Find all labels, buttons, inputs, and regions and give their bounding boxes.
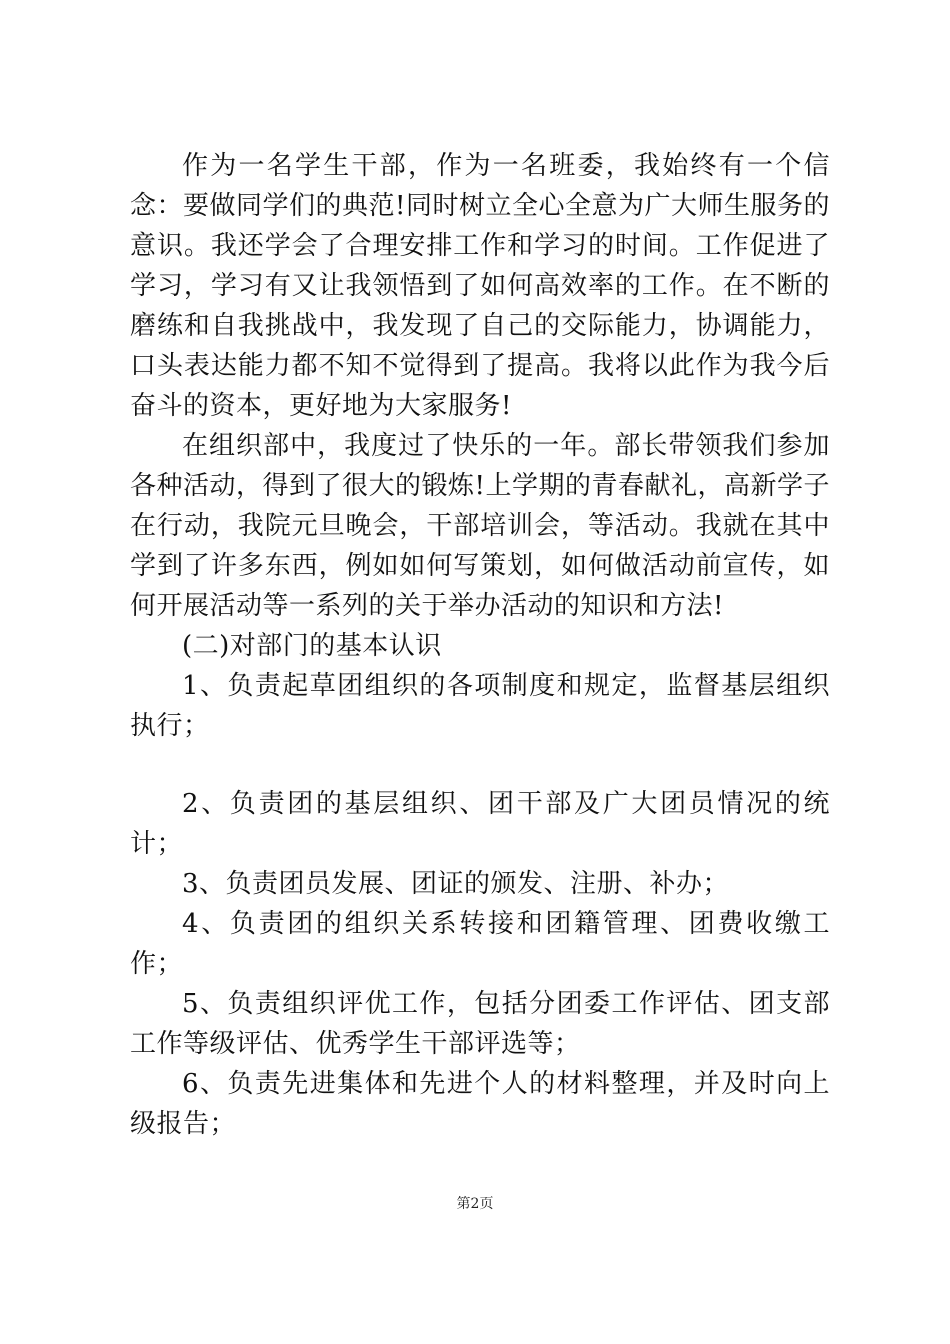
list-item-duty-6: 6、负责先进集体和先进个人的材料整理，并及时向上级报告； [130, 1069, 830, 1139]
document-body [130, 146, 830, 1144]
page-number: 第2页 [456, 1196, 494, 1212]
list-item-duty-5: 5、负责组织评优工作，包括分团委工作评估、团支部工作等级评估、优秀学生干部评选等； [130, 989, 830, 1059]
list-item-duty-3: 3、负责团员发展、团证的颁发、注册、补办； [182, 869, 730, 899]
paragraph-student-cadre: 作为一名学生干部，作为一名班委，我始终有一个信念：要做同学们的典范!同时树立全心全意为广大师生服务的意识。我还学会了合理安排工作和学习的时间。工作促进了学习，学习有又让我领悟到了如何高效率的工作。在不断的磨练和自我挑战中，我发现了自己的交际能力，协调能力，口头表达能力都不知不觉得到了提高。我将以此作为我今后奋斗的资本，更好地为大家服务! [130, 151, 830, 421]
list-item-duty-2: 2、负责团的基层组织、团干部及广大团员情况的统计； [130, 789, 830, 859]
list-item-duty-4: 4、负责团的组织关系转接和团籍管理、团费收缴工作； [130, 909, 830, 979]
blank-line [130, 746, 830, 784]
section-heading-department-understanding: (二)对部门的基本认识 [182, 631, 442, 661]
list-item-duty-1: 1、负责起草团组织的各项制度和规定，监督基层组织执行； [130, 671, 830, 741]
paragraph-organization-department: 在组织部中，我度过了快乐的一年。部长带领我们参加各种活动，得到了很大的锻炼!上学期的青春献礼，高新学子在行动，我院元旦晚会，干部培训会，等活动。我就在其中学到了许多东西，例如如何写策划，如何做活动前宣传，如何开展活动等一系列的关于举办活动的知识和方法! [130, 431, 830, 621]
